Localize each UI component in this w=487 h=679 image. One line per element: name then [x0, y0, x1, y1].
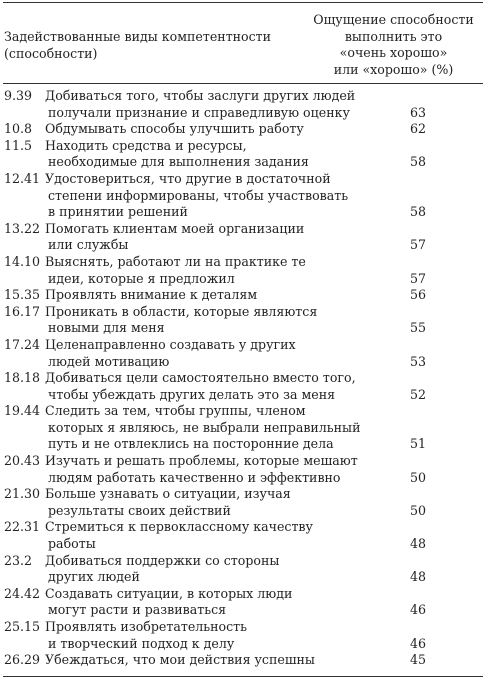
row-code: 14.10	[4, 253, 41, 269]
top-rule	[3, 2, 483, 3]
row-text-line: Следить за тем, чтобы группы, членом	[45, 403, 306, 419]
row-value: 51	[409, 436, 426, 452]
row-text-line: в принятии решений	[48, 204, 188, 220]
row-value: 57	[409, 270, 426, 286]
table-row	[0, 370, 487, 403]
row-text-line: Целенаправленно создавать у других	[45, 336, 296, 352]
row-code: 11.5	[4, 137, 33, 153]
header-left	[4, 29, 304, 62]
row-text-line: Добиваться того, чтобы заслуги других людей	[45, 88, 356, 103]
row-text-line: других людей	[48, 569, 140, 585]
row-text-line: Удостовериться, что другие в достаточной	[45, 170, 331, 186]
header-rule	[3, 83, 483, 84]
header-right-line: выполнить это	[344, 28, 443, 44]
row-text-line: новыми для меня	[48, 320, 165, 336]
row-text-line: необходимые для выполнения задания	[48, 154, 309, 170]
row-code: 24.42	[4, 585, 41, 601]
row-code: 10.8	[4, 121, 33, 137]
row-value: 58	[409, 154, 426, 170]
header-right	[303, 12, 484, 78]
table-row	[0, 403, 487, 453]
row-text-line: работы	[48, 536, 96, 552]
row-text-line: Изучать и решать проблемы, которые мешают	[45, 453, 358, 469]
row-text-line: получали признание и справедливую оценку	[48, 104, 350, 120]
row-value: 46	[409, 635, 426, 651]
row-value: 48	[409, 536, 426, 552]
header-right-line: Ощущение способности	[313, 12, 474, 27]
row-text-line: которых я являюсь, не выбрали неправильный	[48, 419, 361, 435]
row-text-line: Убеждаться, что мои действия успешны	[45, 652, 315, 668]
row-code: 22.31	[4, 519, 41, 535]
competence-table	[0, 88, 487, 669]
header-right-line: или «хорошо» (%)	[333, 61, 454, 77]
row-text-line: Больше узнавать о ситуации, изучая	[45, 486, 291, 502]
table-row	[0, 304, 487, 337]
row-text-line: или службы	[48, 237, 129, 253]
row-text-line: Стремиться к первоклассному качеству	[45, 519, 313, 535]
table-row	[0, 486, 487, 519]
row-text-line: путь и не отвлеклись на посторонние дела	[48, 436, 334, 452]
table-row	[0, 138, 487, 171]
row-text-line: могут расти и развиваться	[48, 602, 227, 618]
table-row	[0, 221, 487, 254]
table-row	[0, 586, 487, 619]
row-text-line: Обдумывать способы улучшить работу	[45, 121, 304, 137]
row-text-line: людей мотивацию	[48, 353, 170, 369]
header-left-line: (способности)	[4, 45, 98, 61]
row-text-line: Добиваться цели самостоятельно вместо того,	[45, 370, 356, 386]
row-value: 53	[409, 353, 426, 369]
header-right-line: «очень хорошо»	[339, 45, 448, 61]
table-row	[0, 519, 487, 552]
row-text-line: Помогать клиентам моей организации	[45, 220, 305, 236]
row-value: 56	[409, 287, 426, 303]
table-row	[0, 287, 487, 304]
row-value: 63	[409, 104, 426, 120]
row-text-line: результаты своих действий	[48, 502, 231, 518]
row-value: 62	[409, 121, 426, 137]
row-code: 18.18	[4, 370, 41, 386]
row-value: 45	[409, 652, 426, 668]
row-code: 23.2	[4, 552, 33, 568]
row-value: 58	[409, 204, 426, 220]
row-value: 52	[409, 386, 426, 402]
row-code: 12.41	[4, 170, 41, 186]
table-row	[0, 453, 487, 486]
table-row	[0, 171, 487, 221]
row-text-line: Добиваться поддержки со стороны	[45, 552, 280, 568]
row-text-line: Проявлять изобретательность	[45, 619, 247, 634]
row-value: 46	[409, 602, 426, 618]
row-code: 13.22	[4, 220, 41, 236]
row-value: 50	[409, 502, 426, 518]
row-code: 21.30	[4, 486, 41, 502]
row-code: 16.17	[4, 303, 41, 319]
row-code: 15.35	[4, 287, 41, 303]
row-value: 57	[409, 237, 426, 253]
row-text-line: людям работать качественно и эффективно	[48, 469, 341, 485]
row-code: 17.24	[4, 336, 41, 352]
bottom-rule	[3, 676, 483, 677]
row-value: 50	[409, 469, 426, 485]
row-text-line: и творческий подход к делу	[48, 635, 235, 651]
row-code: 19.44	[4, 403, 41, 419]
row-text-line: степени информированы, чтобы участвовать	[48, 187, 349, 203]
table-row	[0, 337, 487, 370]
table-row	[0, 652, 487, 669]
row-text-line: чтобы убеждать других делать это за меня	[48, 386, 336, 402]
row-text-line: Находить средства и ресурсы,	[45, 137, 247, 153]
row-code: 9.39	[4, 88, 33, 103]
row-text-line: Проникать в области, которые являются	[45, 303, 318, 319]
row-text-line: Выяснять, работают ли на практике те	[45, 253, 306, 269]
row-value: 55	[409, 320, 426, 336]
table-row	[0, 619, 487, 652]
row-code: 25.15	[4, 619, 41, 634]
table-row	[0, 121, 487, 138]
table-row	[0, 553, 487, 586]
row-text-line: Создавать ситуации, в которых люди	[45, 585, 293, 601]
row-value: 48	[409, 569, 426, 585]
header-left-line: Задействованные виды компетентности	[4, 29, 272, 44]
row-text-line: Проявлять внимание к деталям	[45, 287, 258, 303]
table-row	[0, 88, 487, 121]
row-text-line: идеи, которые я предложил	[48, 270, 235, 286]
row-code: 26.29	[4, 652, 41, 668]
row-code: 20.43	[4, 453, 41, 469]
table-row	[0, 254, 487, 287]
